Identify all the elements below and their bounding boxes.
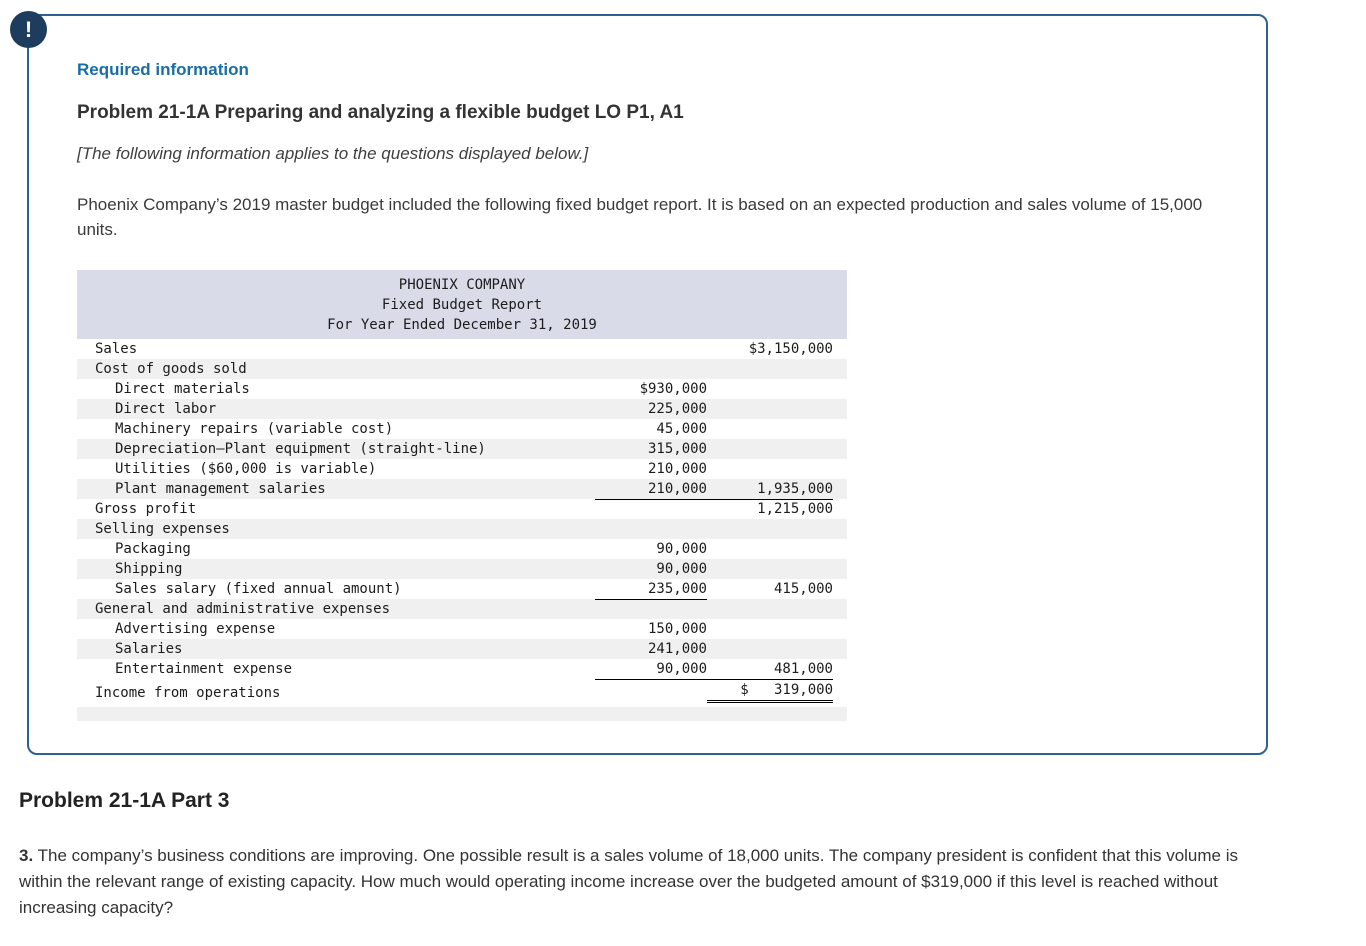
intro-paragraph: Phoenix Company’s 2019 master budget included the following fixed budget report. It is based on an expected production and sales volume of 15,000 units. [77, 195, 1203, 239]
row-amount-col1: 90,000 [656, 561, 707, 577]
row-label: Sales [95, 341, 138, 357]
row-label: Direct labor [115, 401, 217, 417]
report-period: For Year Ended December 31, 2019 [327, 317, 597, 333]
row-amount-col1: 225,000 [647, 401, 707, 417]
info-note: [The following information applies to the questions displayed below.] [77, 144, 589, 163]
row-label: Shipping [115, 561, 183, 577]
part3-question [19, 843, 1279, 921]
problem-title: Problem 21-1A Preparing and analyzing a flexible budget LO P1, A1 [77, 102, 684, 123]
row-amount-col1: 210,000 [595, 479, 707, 500]
report-row [77, 599, 847, 619]
row-label: Advertising expense [115, 621, 276, 637]
row-amount-col1: $930,000 [639, 381, 707, 397]
row-amount-col2: 481,000 [707, 659, 833, 680]
table-footer-strip [77, 707, 847, 721]
required-information-panel [27, 14, 1268, 755]
row-label: General and administrative expenses [95, 601, 391, 617]
alert-icon: ! [10, 11, 47, 48]
row-amount-col1: 235,000 [595, 579, 707, 600]
fixed-budget-report-table [77, 270, 847, 721]
report-row [77, 359, 847, 379]
report-title: Fixed Budget Report [381, 297, 543, 313]
report-header [77, 270, 847, 339]
row-amount-col1: 150,000 [647, 621, 707, 637]
report-row [77, 539, 847, 559]
row-label: Sales salary (fixed annual amount) [115, 581, 402, 597]
row-amount-col1: 315,000 [647, 441, 707, 457]
row-label: Utilities ($60,000 is variable) [115, 461, 377, 477]
row-amount-col1: 90,000 [595, 659, 707, 680]
report-row [77, 659, 847, 679]
row-amount-col1: 45,000 [656, 421, 707, 437]
row-label: Packaging [115, 541, 191, 557]
row-label: Direct materials [115, 381, 250, 397]
row-label: Selling expenses [95, 521, 230, 537]
report-row [77, 399, 847, 419]
report-row [77, 419, 847, 439]
part3-heading: Problem 21-1A Part 3 [19, 789, 230, 812]
report-row [77, 499, 847, 519]
report-row-total [77, 679, 847, 707]
row-label: Cost of goods sold [95, 361, 247, 377]
report-row [77, 639, 847, 659]
row-amount-col1: 241,000 [647, 641, 707, 657]
report-row [77, 619, 847, 639]
required-information-label: Required information [77, 60, 249, 79]
report-row [77, 379, 847, 399]
row-label: Salaries [115, 641, 183, 657]
row-label: Entertainment expense [115, 661, 293, 677]
report-row [77, 559, 847, 579]
question-text: The company’s business conditions are improving. One possible result is a sales volume of 18,000 units. The company president is confident that this volume is within the relevant range of existing capacity. How much would operating income increase over the budgeted amount of $319,000 if this level is reached without increasing capacity? [19, 846, 1238, 917]
question-number: 3. [19, 846, 34, 865]
row-amount-col2: 415,000 [773, 581, 833, 597]
row-label: Income from operations [95, 685, 281, 701]
row-amount-col2: 1,215,000 [757, 501, 833, 517]
report-row [77, 439, 847, 459]
row-amount-col2: $3,150,000 [748, 341, 833, 357]
row-label: Machinery repairs (variable cost) [115, 421, 394, 437]
row-amount-col1: 210,000 [647, 461, 707, 477]
report-row [77, 579, 847, 599]
row-amount-col2: 1,935,000 [707, 479, 833, 500]
row-amount-col2: $ 319,000 [707, 680, 833, 703]
row-amount-col1: 90,000 [656, 541, 707, 557]
row-label: Gross profit [95, 501, 197, 517]
row-label: Plant management salaries [115, 481, 326, 497]
report-row [77, 479, 847, 499]
report-row [77, 339, 847, 359]
report-company-name: PHOENIX COMPANY [398, 277, 526, 293]
row-label: Depreciation–Plant equipment (straight-line) [115, 441, 486, 457]
report-row [77, 459, 847, 479]
report-row [77, 519, 847, 539]
